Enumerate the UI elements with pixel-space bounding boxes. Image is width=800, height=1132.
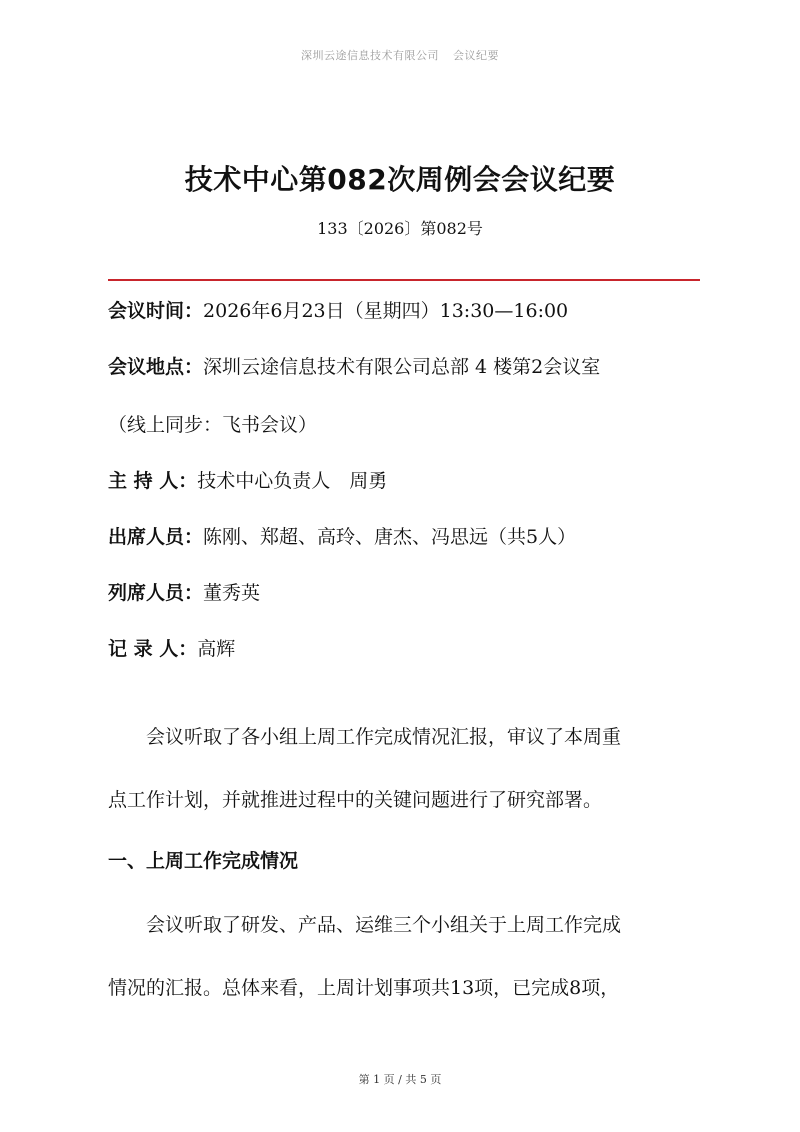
recorder-row <box>108 634 708 661</box>
header-doc-type: 会议纪要 <box>453 49 499 62</box>
meeting-time-label: 会议时间： <box>108 300 204 322</box>
host-row <box>108 466 708 493</box>
observers-value: 董秀英 <box>203 582 261 604</box>
section-1-heading: 一、上周工作完成情况 <box>108 850 299 872</box>
document-number: 133〔2026〕第082号 <box>317 219 483 238</box>
intro-line-1: 会议听取了各小组上周工作完成情况汇报，审议了本周重 <box>146 726 622 748</box>
observers-row <box>108 578 708 605</box>
meeting-place-continued: （线上同步：飞书会议） <box>108 414 318 436</box>
meeting-place-label: 会议地点： <box>108 356 204 378</box>
meeting-place-row <box>108 352 708 379</box>
recorder-label: 记 录 人： <box>108 638 198 660</box>
meeting-place-value: 深圳云途信息技术有限公司总部 4 楼第2会议室 <box>203 356 601 378</box>
document-title: 技术中心第082次周例会会议纪要 <box>184 163 616 196</box>
section-1-line-2: 情况的汇报。总体来看，上周计划事项共13项，已完成8项， <box>108 977 620 999</box>
page-footer: 第 1 页 / 共 5 页 <box>358 1073 442 1086</box>
observers-label: 列席人员： <box>108 582 204 604</box>
section-1-paragraph <box>108 894 704 1020</box>
attendees-label: 出席人员： <box>108 526 204 548</box>
meeting-time-value: 2026年6月23日（星期四）13:30—16:00 <box>203 300 569 322</box>
host-label: 主 持 人： <box>108 470 198 492</box>
attendees-value: 陈刚、郑超、高玲、唐杰、冯思远（共5人） <box>203 526 577 548</box>
page-header <box>0 47 800 63</box>
intro-line-2: 点工作计划，并就推进过程中的关键问题进行了研究部署。 <box>108 789 603 811</box>
red-divider-line <box>108 279 700 281</box>
host-value: 技术中心负责人 周勇 <box>197 470 388 492</box>
header-company: 深圳云途信息技术有限公司 <box>301 49 439 62</box>
attendees-row <box>108 522 708 549</box>
recorder-value: 高辉 <box>197 638 236 660</box>
section-1-line-1: 会议听取了研发、产品、运维三个小组关于上周工作完成 <box>146 914 622 936</box>
intro-paragraph <box>108 706 704 832</box>
meeting-time-row <box>108 296 708 323</box>
